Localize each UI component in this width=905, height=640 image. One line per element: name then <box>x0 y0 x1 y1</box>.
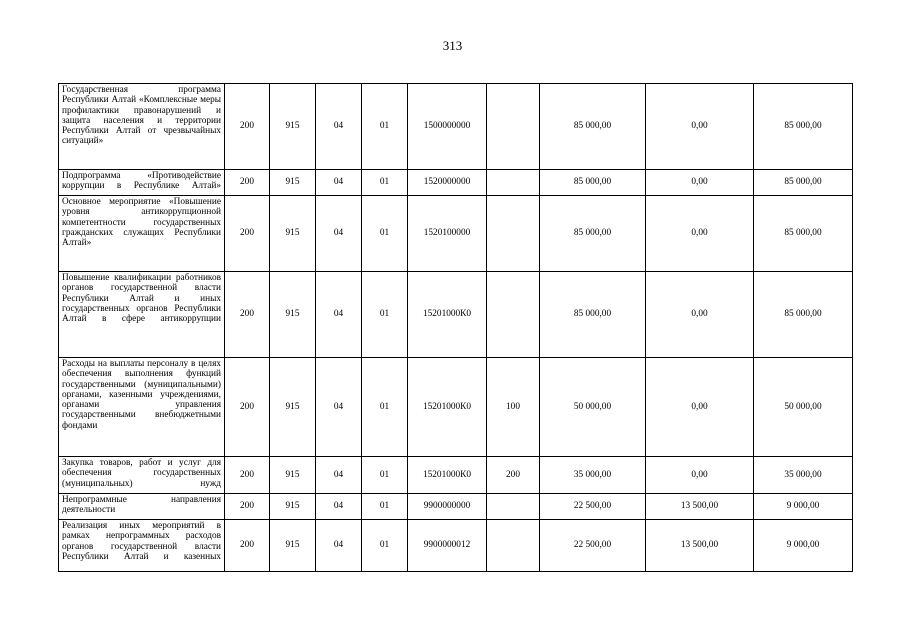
cell-amount-3: 9 000,00 <box>754 520 853 572</box>
row-name-cell: Расходы на выплаты персоналу в целях обеспечения выполнения функций государственными (муниципальными) органами, казенными учреждениями, органами управления государственными внебюджетными фондами <box>59 358 225 457</box>
cell-amount-1: 85 000,00 <box>540 196 646 272</box>
cell-code-1: 200 <box>225 170 270 196</box>
table-row <box>59 520 853 572</box>
cell-expense-type <box>487 196 540 272</box>
cell-subsection: 01 <box>362 196 408 272</box>
cell-code-1: 200 <box>225 494 270 520</box>
row-name-cell: Закупка товаров, работ и услуг для обеспечения государственных (муниципальных) нужд <box>59 457 225 494</box>
cell-amount-1: 22 500,00 <box>540 494 646 520</box>
cell-code-2: 915 <box>270 520 316 572</box>
cell-section: 04 <box>316 170 362 196</box>
table-row <box>59 196 853 272</box>
cell-amount-1: 22 500,00 <box>540 520 646 572</box>
cell-expense-type <box>487 84 540 170</box>
row-name-cell: Основное мероприятие «Повышение уровня антикоррупционной компетентности государственных гражданских служащих Республики Алтай» <box>59 196 225 272</box>
cell-expense-type: 200 <box>487 457 540 494</box>
cell-expense-type <box>487 494 540 520</box>
cell-section: 04 <box>316 358 362 457</box>
cell-subsection: 01 <box>362 272 408 358</box>
cell-section: 04 <box>316 272 362 358</box>
row-name-cell: Реализация иных мероприятий в рамках непрограммных расходов органов государственной власти Республики Алтай и казенных <box>59 520 225 572</box>
cell-code-1: 200 <box>225 457 270 494</box>
cell-section: 04 <box>316 457 362 494</box>
cell-amount-2: 13 500,00 <box>646 494 754 520</box>
page-number: 313 <box>442 38 463 53</box>
row-name-cell: Повышение квалификации работников органов государственной власти Республики Алтай и иных государственных органов Республики Алтай в сфере антикоррупции <box>59 272 225 358</box>
cell-amount-1: 50 000,00 <box>540 358 646 457</box>
cell-amount-1: 85 000,00 <box>540 84 646 170</box>
row-name-cell: Государственная программа Республики Алтай «Комплексные меры профилактики правонарушений и защита населения и территории Республики Алтай от чрезвычайных ситуаций» <box>59 84 225 170</box>
table-row <box>59 358 853 457</box>
cell-amount-2: 0,00 <box>646 84 754 170</box>
cell-amount-1: 35 000,00 <box>540 457 646 494</box>
cell-subsection: 01 <box>362 520 408 572</box>
cell-expense-type <box>487 272 540 358</box>
cell-amount-3: 9 000,00 <box>754 494 853 520</box>
cell-target-article: 1500000000 <box>408 84 487 170</box>
cell-subsection: 01 <box>362 84 408 170</box>
cell-amount-3: 85 000,00 <box>754 84 853 170</box>
cell-code-2: 915 <box>270 494 316 520</box>
cell-expense-type: 100 <box>487 358 540 457</box>
budget-table <box>58 83 853 572</box>
cell-amount-2: 0,00 <box>646 170 754 196</box>
cell-subsection: 01 <box>362 170 408 196</box>
cell-target-article: 15201000К0 <box>408 272 487 358</box>
table-row <box>59 457 853 494</box>
cell-code-2: 915 <box>270 457 316 494</box>
table-row <box>59 170 853 196</box>
cell-subsection: 01 <box>362 358 408 457</box>
cell-expense-type <box>487 520 540 572</box>
cell-amount-1: 85 000,00 <box>540 272 646 358</box>
cell-target-article: 15201000К0 <box>408 358 487 457</box>
row-name-cell: Подпрограмма «Противодействие коррупции в Республике Алтай» <box>59 170 225 196</box>
cell-amount-1: 85 000,00 <box>540 170 646 196</box>
cell-target-article: 9900000012 <box>408 520 487 572</box>
table-row <box>59 272 853 358</box>
cell-code-1: 200 <box>225 84 270 170</box>
cell-target-article: 1520100000 <box>408 196 487 272</box>
cell-section: 04 <box>316 494 362 520</box>
cell-amount-2: 0,00 <box>646 457 754 494</box>
cell-subsection: 01 <box>362 494 408 520</box>
cell-amount-2: 0,00 <box>646 272 754 358</box>
cell-code-1: 200 <box>225 520 270 572</box>
cell-code-2: 915 <box>270 358 316 457</box>
cell-amount-3: 85 000,00 <box>754 196 853 272</box>
cell-target-article: 1520000000 <box>408 170 487 196</box>
table-row <box>59 84 853 170</box>
row-name-cell: Непрограммные направления деятельности <box>59 494 225 520</box>
cell-code-2: 915 <box>270 84 316 170</box>
cell-amount-3: 50 000,00 <box>754 358 853 457</box>
cell-amount-3: 35 000,00 <box>754 457 853 494</box>
cell-target-article: 15201000К0 <box>408 457 487 494</box>
cell-amount-3: 85 000,00 <box>754 272 853 358</box>
cell-expense-type <box>487 170 540 196</box>
cell-section: 04 <box>316 520 362 572</box>
table-row <box>59 494 853 520</box>
cell-amount-2: 13 500,00 <box>646 520 754 572</box>
cell-section: 04 <box>316 196 362 272</box>
cell-code-1: 200 <box>225 272 270 358</box>
cell-amount-3: 85 000,00 <box>754 170 853 196</box>
cell-code-2: 915 <box>270 170 316 196</box>
cell-code-2: 915 <box>270 272 316 358</box>
cell-code-1: 200 <box>225 358 270 457</box>
cell-code-2: 915 <box>270 196 316 272</box>
cell-target-article: 9900000000 <box>408 494 487 520</box>
cell-section: 04 <box>316 84 362 170</box>
cell-subsection: 01 <box>362 457 408 494</box>
cell-code-1: 200 <box>225 196 270 272</box>
cell-amount-2: 0,00 <box>646 196 754 272</box>
cell-amount-2: 0,00 <box>646 358 754 457</box>
